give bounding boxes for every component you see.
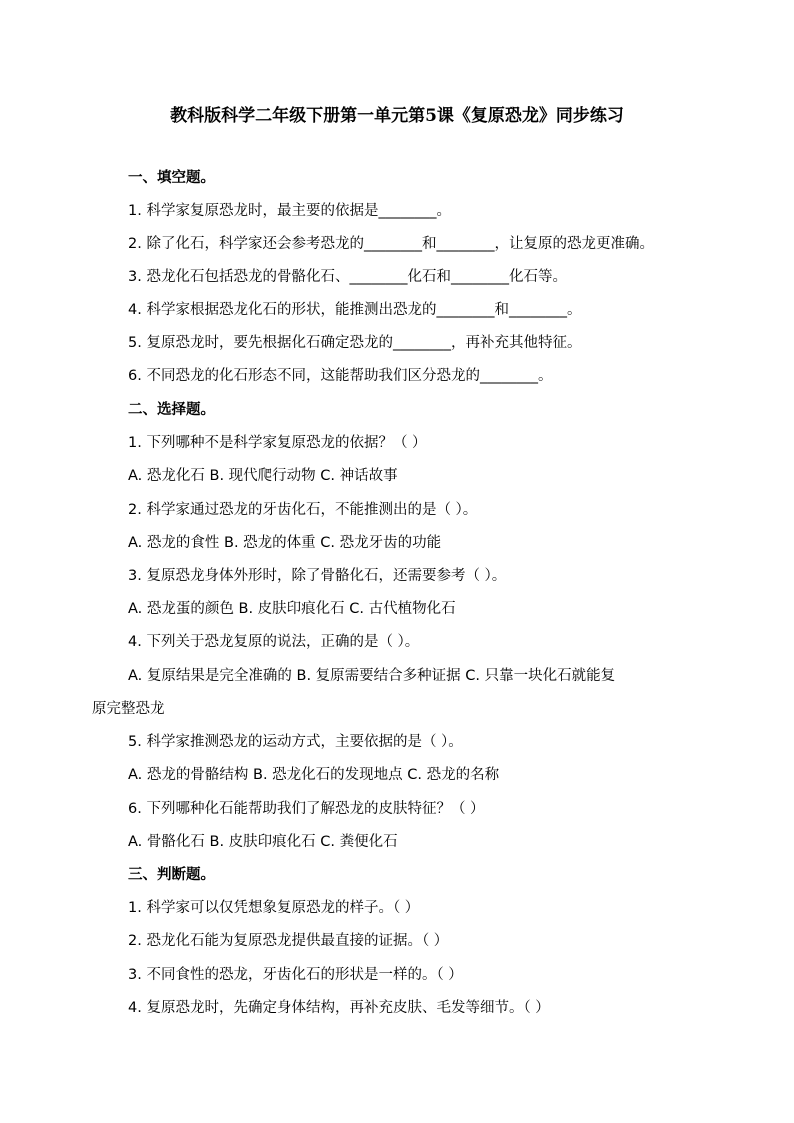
- fill-question: 3. 恐龙化石包括恐龙的骨骼化石、________化石和________化石等。: [128, 269, 567, 285]
- fill-question: 2. 除了化石，科学家还会参考恐龙的________和________，让复原的恐龙更准确。: [128, 236, 654, 252]
- choice-question: 4. 下列关于恐龙复原的说法，正确的是（ ）。: [128, 634, 420, 650]
- judge-question: 2. 恐龙化石能为复原恐龙提供最直接的证据。（ ）: [128, 933, 449, 949]
- choice-options: A. 恐龙蛋的颜色 B. 皮肤印痕化石 C. 古代植物化石: [128, 601, 456, 617]
- section-heading-judge: 三、判断题。: [128, 867, 215, 883]
- fill-question: 5. 复原恐龙时，要先根据化石确定恐龙的________，再补充其他特征。: [128, 335, 582, 351]
- judge-question: 4. 复原恐龙时，先确定身体结构，再补充皮肤、毛发等细节。（ ）: [128, 1000, 550, 1016]
- choice-question: 3. 复原恐龙身体外形时，除了骨骼化石，还需要参考（ ）。: [128, 568, 507, 584]
- choice-options: A. 恐龙化石 B. 现代爬行动物 C. 神话故事: [128, 468, 398, 484]
- choice-question: 6. 下列哪种化石能帮助我们了解恐龙的皮肤特征？（ ）: [128, 801, 485, 817]
- choice-question: 1. 下列哪种不是科学家复原恐龙的依据？（ ）: [128, 435, 427, 451]
- judge-question: 3. 不同食性的恐龙，牙齿化石的形状是一样的。（ ）: [128, 967, 463, 983]
- fill-question: 6. 不同恐龙的化石形态不同，这能帮助我们区分恐龙的________。: [128, 368, 553, 384]
- section-heading-choice: 二、选择题。: [128, 402, 215, 418]
- choice-options: A. 复原结果是完全准确的 B. 复原需要结合多种证据 C. 只靠一块化石就能复: [128, 668, 616, 684]
- choice-question: 5. 科学家推测恐龙的运动方式，主要依据的是（ ）。: [128, 734, 463, 750]
- fill-question: 1. 科学家复原恐龙时，最主要的依据是________。: [128, 203, 451, 219]
- choice-options: A. 骨骼化石 B. 皮肤印痕化石 C. 粪便化石: [128, 834, 398, 850]
- choice-options: A. 恐龙的骨骼结构 B. 恐龙化石的发现地点 C. 恐龙的名称: [128, 767, 500, 783]
- choice-question: 2. 科学家通过恐龙的牙齿化石，不能推测出的是（ ）。: [128, 502, 478, 518]
- page-title: 教科版科学二年级下册第一单元第5课《复原恐龙》同步练习: [170, 106, 624, 126]
- fill-question: 4. 科学家根据恐龙化石的形状，能推测出恐龙的________和________。: [128, 302, 582, 318]
- choice-options-continued: 原完整恐龙: [92, 701, 165, 717]
- choice-options: A. 恐龙的食性 B. 恐龙的体重 C. 恐龙牙齿的功能: [128, 535, 442, 551]
- section-heading-fill: 一、填空题。: [128, 170, 215, 186]
- judge-question: 1. 科学家可以仅凭想象复原恐龙的样子。（ ）: [128, 900, 420, 916]
